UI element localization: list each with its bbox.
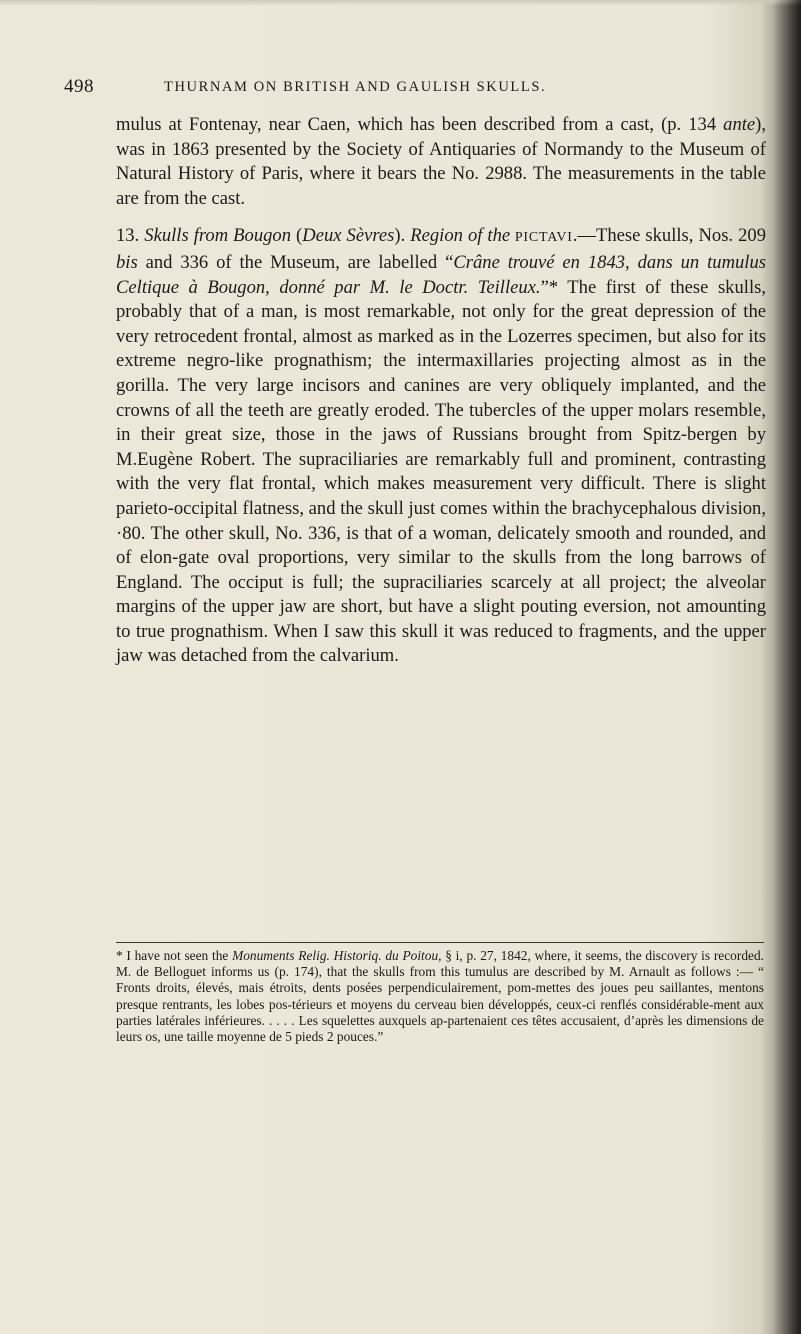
para1-ante: ante (723, 114, 756, 135)
footnote-divider (116, 942, 764, 943)
page-header (64, 76, 764, 116)
para2-text-c: ”* The first of these skulls, probably that of a man, is most remarkable, not only for the great depression of the very retrocedent frontal, almost as marked as in the Lozerres specimen, but also for its extreme negro-like prognathism; the intermaxillaries projecting almost as in the gorilla. The very large incisors and canines are very obliquely implanted, and the crowns of all the teeth are greatly eroded. The tubercles of the upper molars resemble, in their great size, those in the jaws of Russians brought from Spitz-bergen by M.Eugène Robert. The supraciliaries are remarkably full and prominent, contrasting with the very flat frontal, which makes measurement very difficult. There is slight parieto-occipital flatness, and the skull just comes within the brachycephalous division, ·80. The other skull, No. 336, is that of a woman, delicately smooth and rounded, and of elon-gate oval proportions, very similar to the skulls from the long barrows of England. The occiput is full; the supraciliaries scarcely at all project; the alveolar margins of the upper jaw are short, but have a slight pouting eversion, not amounting to true prognathism. When I saw this skull it was reduced to fragments, and the upper jaw was detached from the calvarium. (116, 276, 766, 667)
title-paren-close: ). (394, 225, 411, 247)
section-number: 13. (116, 225, 145, 247)
running-title: THURNAM ON BRITISH AND GAULISH SKULLS. (164, 79, 547, 95)
para1-text-start: mulus at Fontenay, near Caen, which has been described from a cast, (p. 134 (116, 114, 724, 135)
para2-text-b: and 336 of the Museum, are labelled “ (137, 251, 454, 273)
section-title: Skulls from Bougon (144, 225, 292, 247)
page-top-edge (0, 0, 801, 6)
paragraph-fontenay (116, 113, 766, 211)
section-region: Region of the (410, 225, 511, 247)
footnote-text-end: § i, p. 27, 1842, where, it seems, the discovery is recorded. M. de Belloguet informs us (p. 174), that the skulls from this tumulus are described by M. Arnault as follows :— “ Fronts droits, élevés, mais étroits, dents posées perpendiculairement, pom-mettes des joues peu saillantes, mentons presque rentrants, les lobes pos-térieurs et moyens du cerveau bien développés, ceux-ci renflés considérable-ment aux parties latérales inférieures. . . . . Les squelettes auxquels ap-partenaient ces têtes accusaient, d’après les dimensions de leurs os, une taille moyenne de 5 pieds 2 pouces.” (116, 948, 765, 1045)
footnote-source: Monuments Relig. Historiq. du Poitou, (232, 948, 442, 963)
section-region-name: PICTAVI (510, 230, 573, 246)
main-text (116, 113, 766, 669)
footnote-text-start: * I have not seen the (116, 948, 233, 963)
para1-text-end: ), was in 1863 presented by the Society of Antiquaries of Normandy to the Museum of Natural History of Paris, where it bears the No. 2988. The measurements in the table are from the cast. (116, 114, 766, 209)
page-gutter-shadow (773, 0, 801, 1334)
footnote (116, 948, 764, 1045)
title-paren-open: ( (291, 225, 303, 247)
para2-label: Crâne trouvé en 1843, dans un tumulus Celtique à Bougon, donné par M. le Doctr. Teilleux. (116, 251, 767, 298)
para2-bis: bis (116, 251, 138, 273)
paragraph-bougon (116, 224, 766, 669)
page-number: 498 (64, 76, 94, 97)
section-location: Deux Sèvres (302, 225, 395, 247)
para2-text-a: .—These skulls, Nos. 209 (572, 225, 767, 247)
